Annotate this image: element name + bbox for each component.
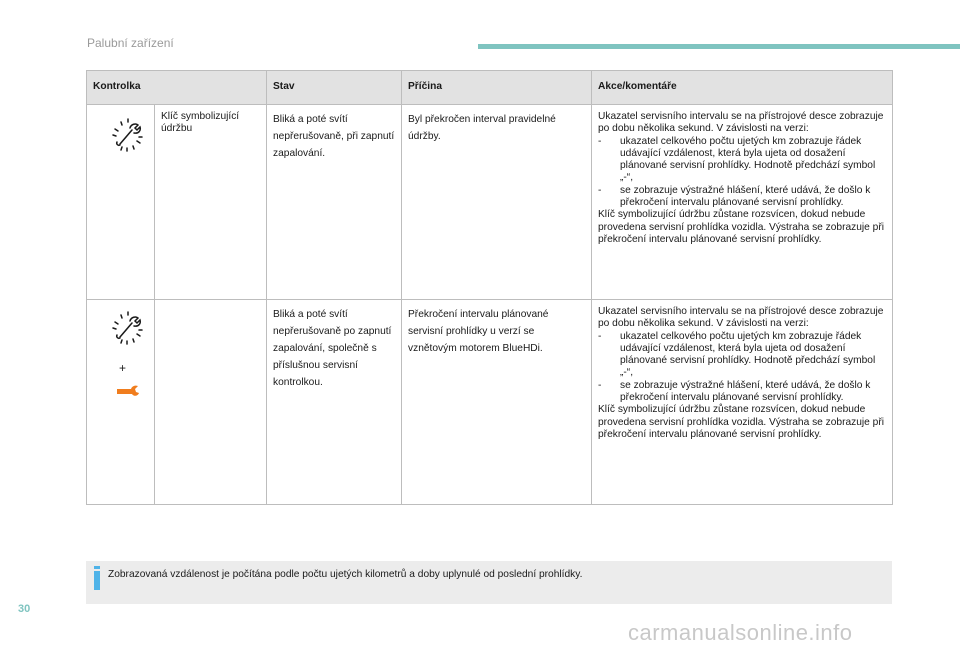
column-header-pricina: Příčina xyxy=(402,71,592,105)
table-row xyxy=(87,105,893,300)
table-header-row xyxy=(87,71,893,105)
info-icon xyxy=(94,566,100,569)
page-number: 30 xyxy=(18,603,31,615)
wrench-lamp-icon xyxy=(111,117,145,153)
icon-cell xyxy=(87,105,155,300)
column-header-stav: Stav xyxy=(267,71,402,105)
wrench-icon xyxy=(115,384,141,398)
akce-intro: Ukazatel servisního intervalu se na přístrojové desce zobrazuje po dobu několika sekund. V závislosti na verzi: xyxy=(598,111,884,135)
akce-list-item: - ukazatel celkového počtu ujetých km zobrazuje řádek udávající vzdálenost, která byla ujeta od dosažení plánované servisní prohlídky. Hodnotě předchází symbol „-“, xyxy=(598,136,886,185)
info-note-text: Zobrazovaná vzdálenost je počítána podle počtu ujetých kilometrů a doby uplynulé od poslední prohlídky. xyxy=(108,569,583,580)
akce-cell xyxy=(592,300,893,505)
table-row xyxy=(87,300,893,505)
kontrolka-name: Klíč symbolizující údržbu xyxy=(155,105,267,300)
akce-list xyxy=(598,331,886,405)
warning-lights-table xyxy=(86,70,893,505)
akce-list xyxy=(598,136,886,210)
watermark: carmanualsonline.info xyxy=(628,620,853,645)
akce-list-item: - se zobrazuje výstražné hlášení, které udává, že došlo k překročení intervalu plánované servisní prohlídky. xyxy=(598,380,886,405)
plus-sign: + xyxy=(119,361,127,375)
wrench-lamp-icon xyxy=(111,310,145,346)
akce-intro: Ukazatel servisního intervalu se na přístrojové desce zobrazuje po dobu několika sekund. V závislosti na verzi: xyxy=(598,306,884,330)
kontrolka-name xyxy=(155,300,267,505)
pricina-cell: Byl překročen interval pravidelné údržby. xyxy=(402,105,592,300)
akce-outro: Klíč symbolizující údržbu zůstane rozsvícen, dokud nebude provedena servisní prohlídka vozidla. Výstraha se zobrazuje při překročení intervalu plánované servisní prohlídky. xyxy=(598,209,884,245)
column-header-kontrolka: Kontrolka xyxy=(87,71,267,105)
akce-list-item: - se zobrazuje výstražné hlášení, které udává, že došlo k překročení intervalu plánované servisní prohlídky. xyxy=(598,185,886,210)
akce-outro: Klíč symbolizující údržbu zůstane rozsvícen, dokud nebude provedena servisní prohlídka vozidla. Výstraha se zobrazuje při překročení intervalu plánované servisní prohlídky. xyxy=(598,404,884,440)
header-accent-bar xyxy=(478,44,960,49)
akce-cell xyxy=(592,105,893,300)
akce-list-item: - ukazatel celkového počtu ujetých km zobrazuje řádek udávající vzdálenost, která byla ujeta od dosažení plánované servisní prohlídky. Hodnotě předchází symbol „-“, xyxy=(598,331,886,380)
info-icon-bar xyxy=(94,571,100,590)
page-header-title: Palubní zařízení xyxy=(87,36,174,50)
stav-cell: Bliká a poté svítí nepřerušovaně po zapnutí zapalování, společně s příslušnou servisní kontrolkou. xyxy=(267,300,402,505)
info-note xyxy=(86,561,892,604)
pricina-cell: Překročení intervalu plánované servisní prohlídky u verzí se vznětovým motorem BlueHDi. xyxy=(402,300,592,505)
stav-cell: Bliká a poté svítí nepřerušovaně, při zapnutí zapalování. xyxy=(267,105,402,300)
column-header-akce: Akce/komentáře xyxy=(592,71,893,105)
icon-cell xyxy=(87,300,155,505)
